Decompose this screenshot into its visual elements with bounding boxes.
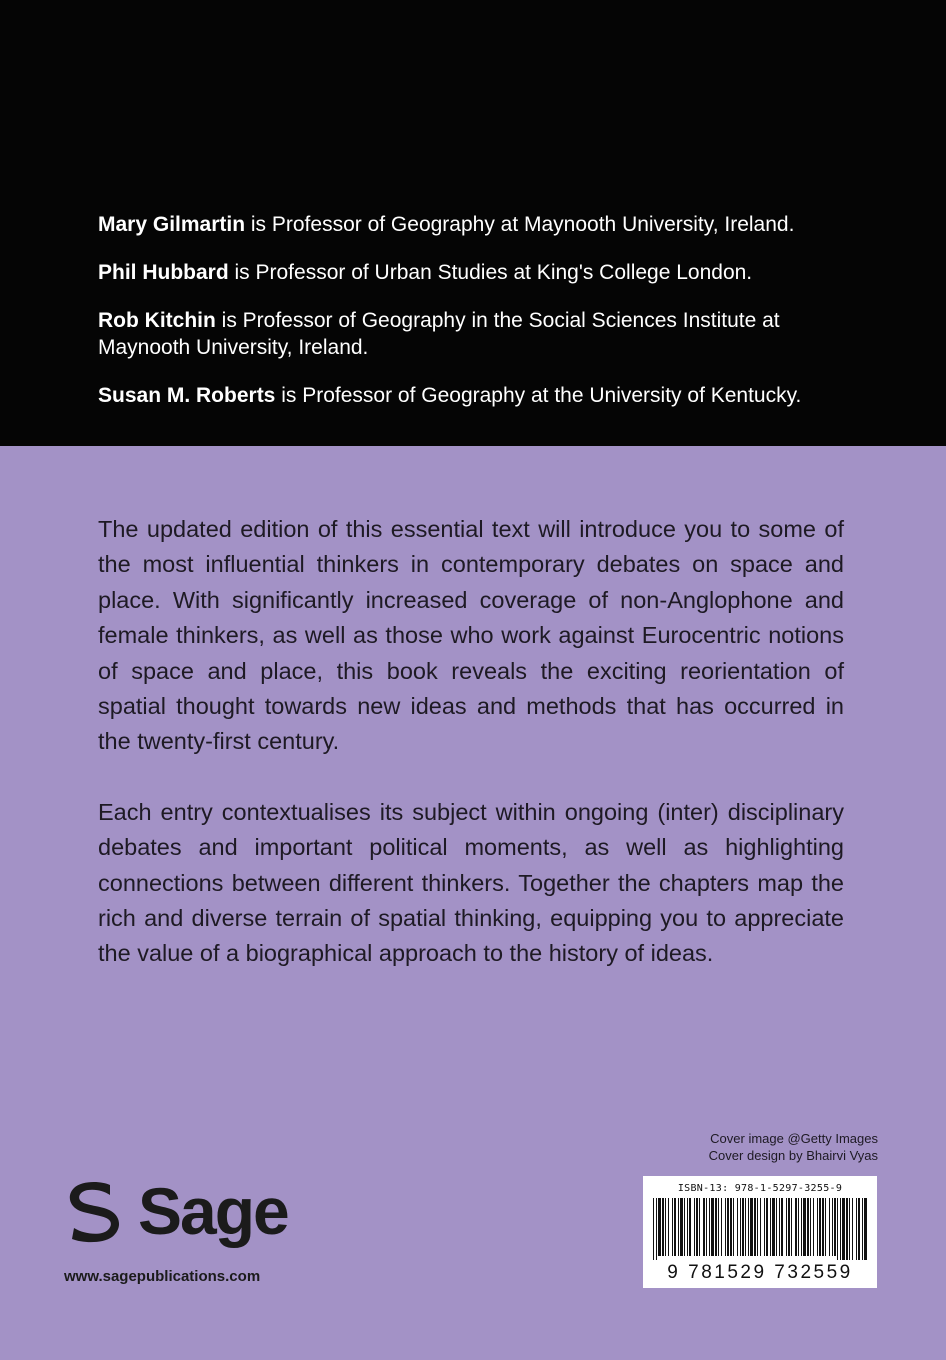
isbn-label: ISBN-13: 978-1-5297-3255-9 (677, 1183, 843, 1194)
barcode-bar (672, 1198, 673, 1256)
barcode-bar (750, 1198, 753, 1256)
barcode-bars (651, 1198, 869, 1260)
author-role: is Professor of Geography in the Social Sciences Institute at Maynooth University, Ireland. (98, 309, 780, 359)
cover-credits (709, 1130, 878, 1164)
barcode-bar (727, 1198, 729, 1256)
barcode-bar (737, 1198, 738, 1256)
author-bio (98, 211, 848, 238)
barcode-bar (779, 1198, 780, 1256)
author-role: is Professor of Geography at the University of Kentucky. (275, 384, 802, 407)
barcode-bar (801, 1198, 802, 1256)
barcode-bar (674, 1198, 676, 1256)
barcode-bar (689, 1198, 691, 1256)
author-bio (98, 382, 848, 409)
publisher-url: www.sagepublications.com (64, 1268, 261, 1285)
barcode-bar (822, 1198, 824, 1256)
barcode-bar (696, 1198, 698, 1256)
barcode-bar (856, 1198, 857, 1260)
cover-design-credit: Cover design by Bhairvi Vyas (708, 1148, 878, 1163)
barcode-bar (842, 1198, 845, 1260)
barcode-bar (764, 1198, 765, 1256)
barcode-bar (791, 1198, 792, 1256)
barcode-bar (852, 1198, 853, 1260)
barcode-bar (742, 1198, 744, 1256)
author-name: Phil Hubbard (98, 261, 229, 284)
barcode-bar (817, 1198, 818, 1256)
barcode-bar (740, 1198, 741, 1256)
book-description (98, 512, 844, 1007)
barcode-bar (766, 1198, 768, 1256)
barcode-bar (680, 1198, 683, 1256)
sage-s-icon (64, 1179, 124, 1243)
barcode-bar (862, 1198, 863, 1260)
barcode-bar (795, 1198, 797, 1256)
barcode-bar (678, 1198, 679, 1256)
barcode-bar (788, 1198, 790, 1256)
barcode-bar (662, 1198, 664, 1256)
author-role: is Professor of Geography at Maynooth University, Ireland. (245, 213, 795, 236)
barcode-bar (846, 1198, 848, 1260)
author-name: Rob Kitchin (98, 309, 216, 332)
barcode-bar (776, 1198, 777, 1256)
barcode-bar (786, 1198, 787, 1256)
barcode-bar (807, 1198, 809, 1256)
barcode-bar (703, 1198, 705, 1256)
barcode-bar (656, 1198, 657, 1260)
barcode-bar (709, 1198, 710, 1256)
barcode-bar (837, 1198, 838, 1260)
barcode-bar (754, 1198, 756, 1256)
barcode-bar (699, 1198, 700, 1256)
barcode-bar (658, 1198, 661, 1256)
barcode-bar (687, 1198, 688, 1256)
barcode-bar (849, 1198, 850, 1260)
isbn-digits: 9 781529 732559 (667, 1262, 853, 1283)
barcode-bar (781, 1198, 783, 1256)
description-paragraph: Each entry contextualises its subject within ongoing (inter) disciplinary debates and important political moments, as well as highlighting connections between different thinkers. Together the chapters map the rich and diverse terrain of spatial thinking, equipping you to appreciate the value of a biographical approach to the history of ideas. (98, 798, 844, 967)
barcode-bar (711, 1198, 714, 1256)
author-name: Mary Gilmartin (98, 213, 246, 236)
barcode-bar (745, 1198, 746, 1256)
author-bio (98, 259, 848, 286)
barcode-bar (858, 1198, 860, 1260)
barcode-bar (757, 1198, 758, 1256)
sage-logo (64, 1174, 288, 1248)
sage-wordmark: Sage (138, 1174, 288, 1248)
barcode-bar (834, 1198, 836, 1256)
barcode-bar (772, 1198, 775, 1256)
barcode-bar (730, 1198, 732, 1256)
barcode-bar (770, 1198, 771, 1256)
author-role: is Professor of Urban Studies at King's College London. (228, 261, 753, 284)
barcode-bar (832, 1198, 833, 1256)
barcode-bar (694, 1198, 695, 1256)
barcode-bar (760, 1198, 761, 1256)
barcode-bar (829, 1198, 830, 1256)
author-bio (98, 307, 848, 361)
barcode-bar (733, 1198, 734, 1256)
barcode-bar (819, 1198, 821, 1256)
barcode-bar (665, 1198, 666, 1256)
barcode-bar (718, 1198, 719, 1256)
barcode-bar (810, 1198, 811, 1256)
barcode-bar (748, 1198, 749, 1256)
barcode-bar (721, 1198, 722, 1256)
barcode-bar (803, 1198, 806, 1256)
author-name: Susan M. Roberts (98, 384, 276, 407)
cover-image-credit: Cover image @Getty Images (710, 1131, 878, 1146)
barcode-bar (706, 1198, 707, 1256)
barcode-bar (715, 1198, 717, 1256)
barcode-bar (813, 1198, 814, 1256)
barcode-bar (668, 1198, 669, 1256)
description-paragraph: The updated edition of this essential text will introduce you to some of the most influential thinkers in contemporary debates on space and place. With significantly increased coverage of non-Anglophone and female thinkers, as well as those who work against Eurocentric notions of space and place, this book reveals the exciting reorientation of spatial thought towards new ideas and methods that has occurred in the twenty-first century. (98, 516, 844, 755)
barcode-bar (653, 1198, 654, 1260)
barcode-bar (684, 1198, 685, 1256)
barcode-bar (825, 1198, 826, 1256)
author-bios (98, 211, 848, 430)
barcode-bar (864, 1198, 867, 1260)
barcode-bar (840, 1198, 841, 1260)
isbn-barcode (643, 1176, 877, 1288)
barcode-bar (725, 1198, 726, 1256)
barcode-bar (798, 1198, 799, 1256)
